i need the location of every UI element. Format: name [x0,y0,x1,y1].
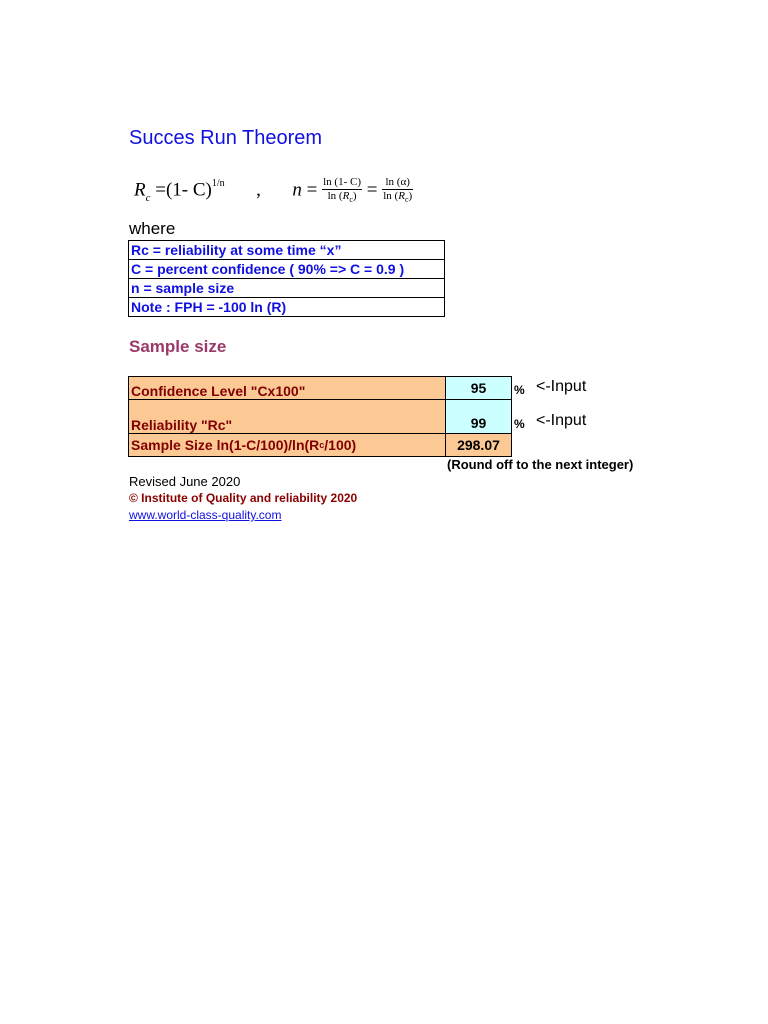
formula-eq3: = [366,179,378,201]
round-off-note: (Round off to the next integer) [447,457,634,472]
fraction-1-numerator: ln (1- C) [323,176,362,188]
confidence-unit: % [514,383,525,397]
definition-c: C = percent confidence ( 90% => C = 0.9 ) [129,260,445,279]
fraction-1-denominator: $\ln (R_c)$ [327,190,357,205]
confidence-label: Confidence Level "Cx100" [128,376,446,400]
definition-row [129,241,445,260]
definition-row [129,298,445,317]
reliability-input[interactable]: 99 [445,399,512,434]
sample-size-result: 298.07 [445,433,512,457]
success-run-formula [134,176,474,216]
page-title: Succes Run Theorem [129,127,323,149]
copyright-notice: © Institute of Quality and reliability 2020 [129,491,358,505]
definitions-table [128,240,445,317]
revised-date: Revised June 2020 [129,474,241,489]
formula-fraction-2 [382,176,413,206]
where-label: where [129,219,176,238]
definition-n: n = sample size [129,279,445,298]
reliability-input-hint: <-Input [536,412,587,429]
confidence-input[interactable]: 95 [445,376,512,400]
formula-fraction-1 [322,176,362,206]
sample-size-heading: Sample size [129,337,227,356]
definition-row [129,260,445,279]
formula-r-var: R [134,179,146,201]
formula-exponent: 1/n [211,178,225,190]
confidence-input-hint: <-Input [536,378,587,395]
formula-r-sub: c [145,192,151,205]
fraction-2-numerator: ln (α) [382,176,413,190]
formula-n-var: n [292,179,302,201]
reliability-label: Reliability "Rc" [128,399,446,434]
definition-row [129,279,445,298]
sample-size-label: Sample Size ln(1-C/100)/ln(R c /100) [128,433,446,457]
formula-eq1-body: =(1- C) [155,179,212,201]
formula-separator: , [256,179,261,201]
fraction-2-denominator: $\ln (R_c)$ [383,190,413,205]
reliability-unit: % [514,417,525,431]
definition-note: Note : FPH = -100 ln (R) [129,298,445,317]
formula-eq2: = [306,179,318,201]
definition-rc: Rc = reliability at some time “x” [129,241,445,260]
website-link[interactable]: www.world-class-quality.com [129,508,282,522]
